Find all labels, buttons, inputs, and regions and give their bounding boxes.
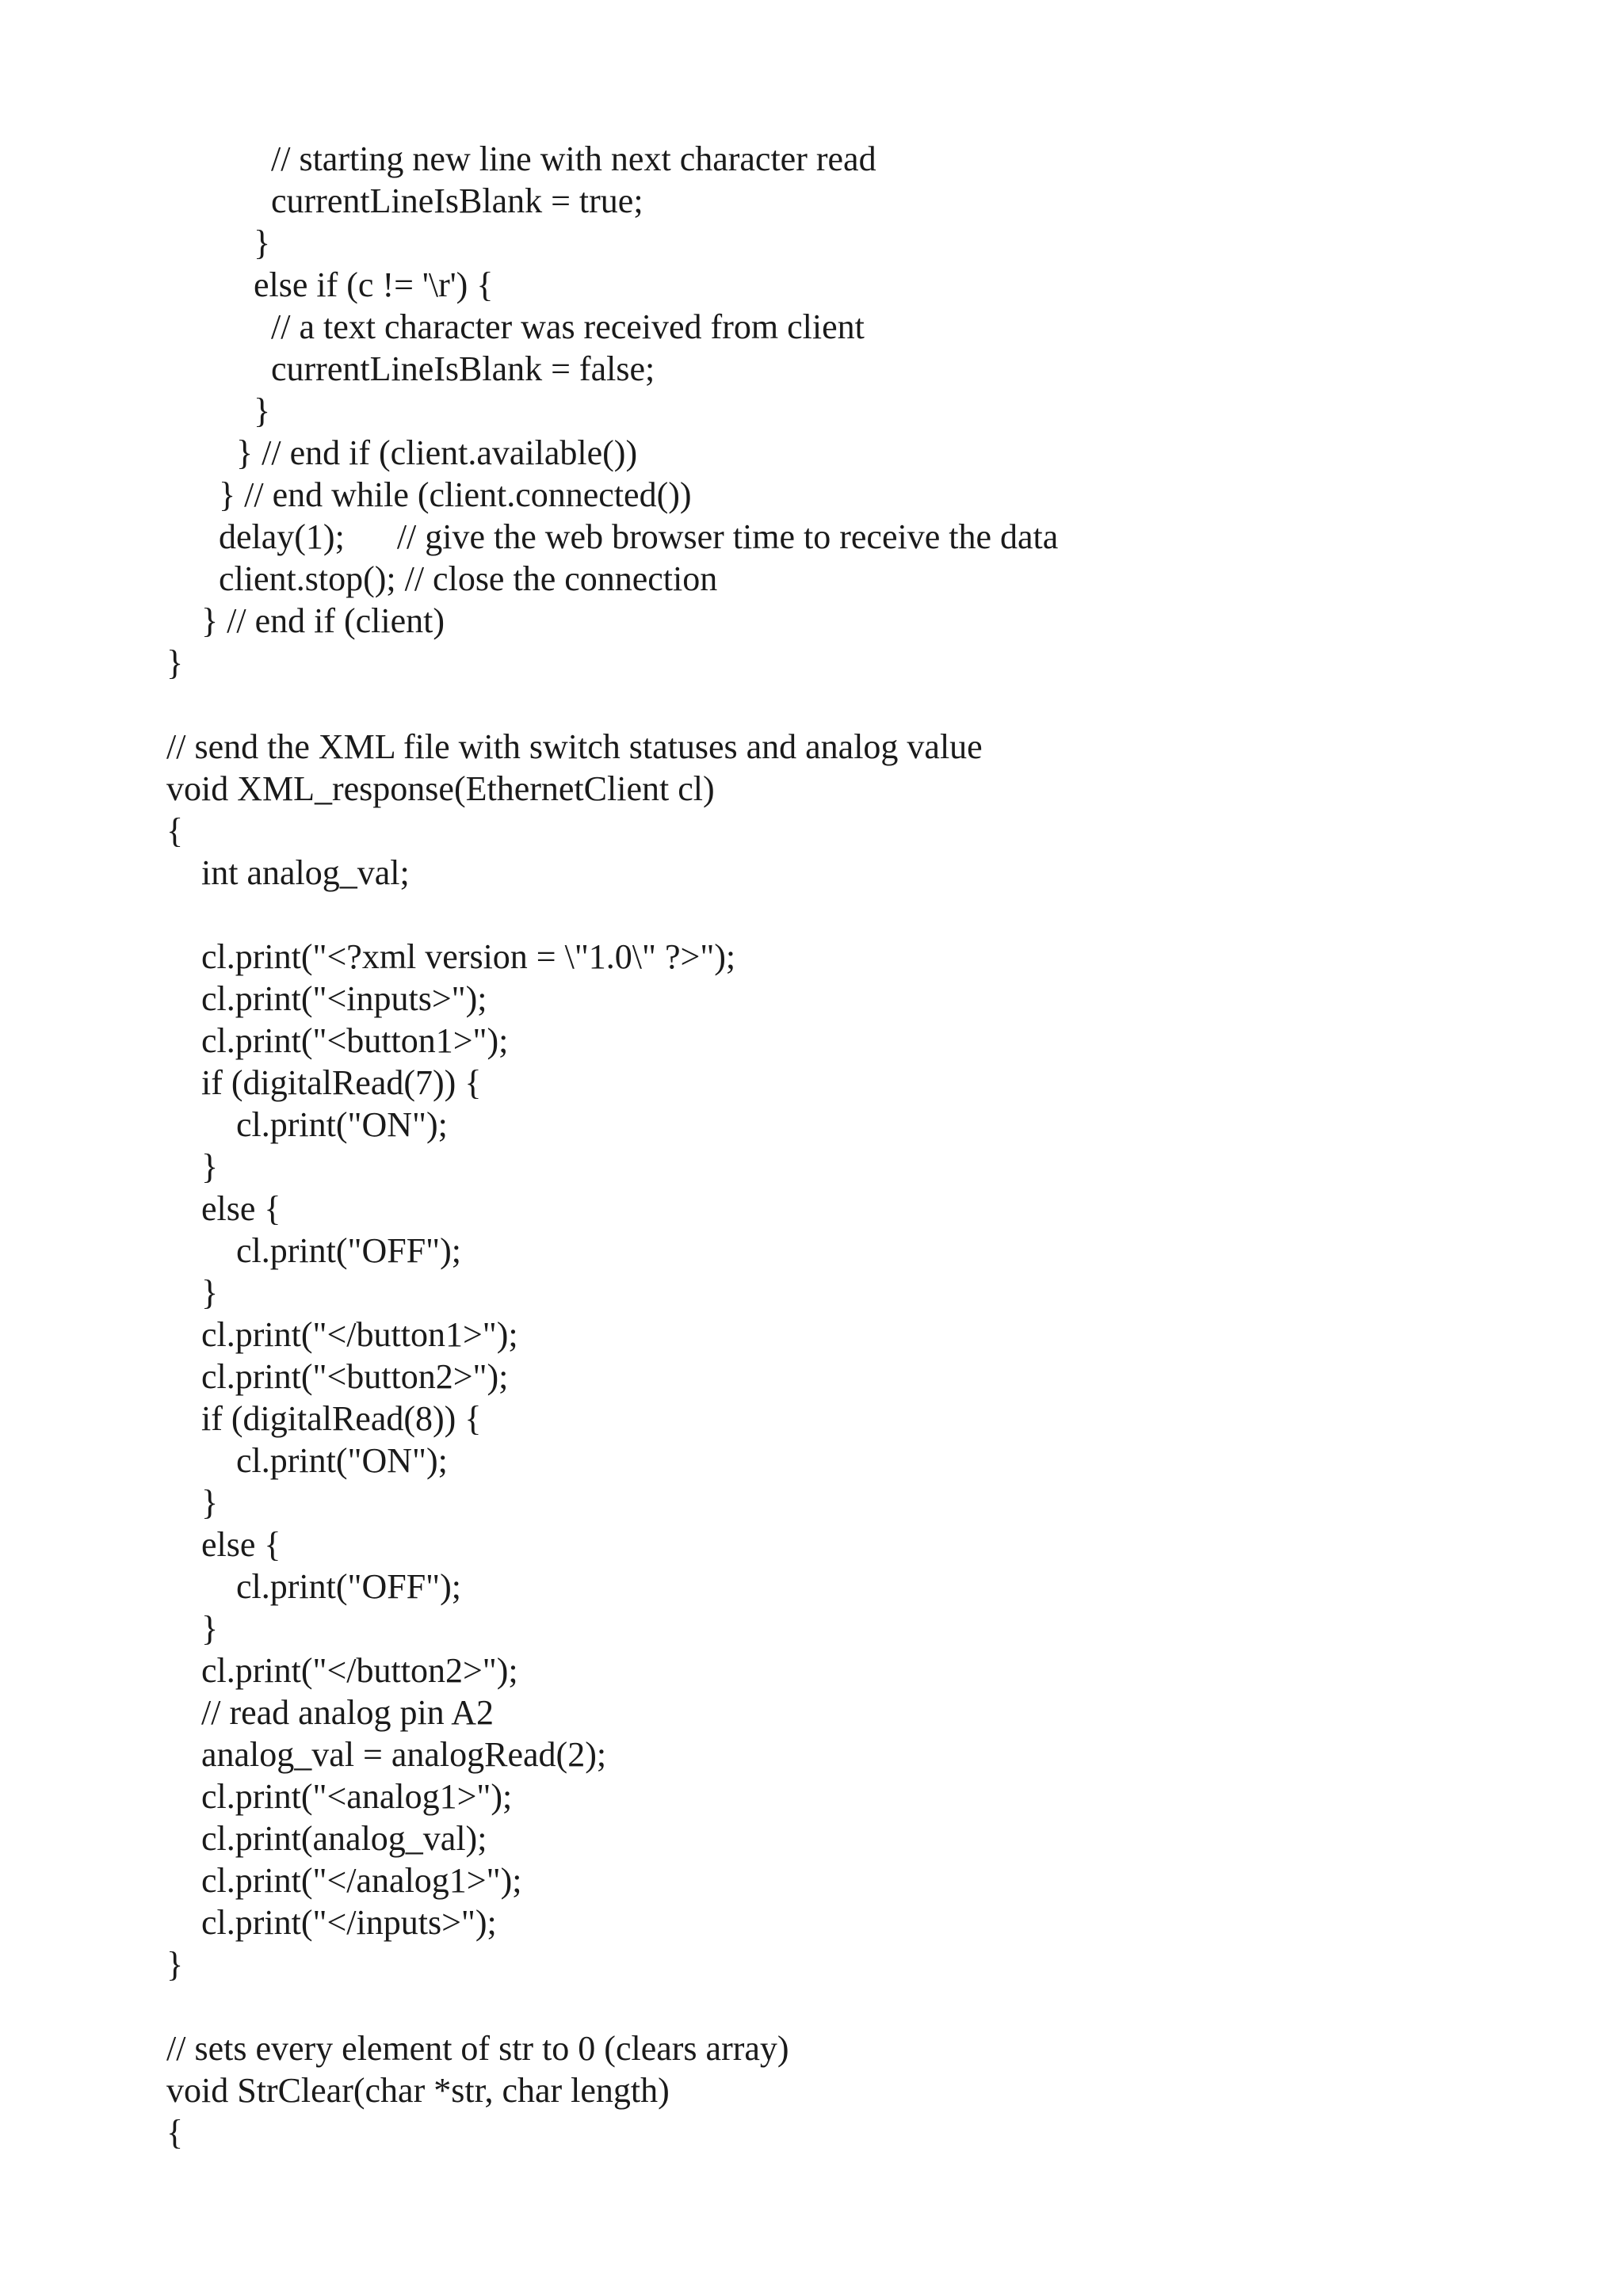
code-line-2: currentLineIsBlank = true; xyxy=(166,181,643,220)
code-line-6: currentLineIsBlank = false; xyxy=(166,349,655,388)
code-line-33: } xyxy=(166,1483,219,1522)
code-line-24: cl.print("ON"); xyxy=(166,1105,448,1144)
code-line-47: void StrClear(char *str, char length) xyxy=(166,2071,670,2110)
code-line-1: // starting new line with next character read xyxy=(166,139,876,178)
code-line-31: if (digitalRead(8)) { xyxy=(166,1399,482,1438)
code-line-8: } // end if (client.available()) xyxy=(166,433,638,472)
code-line-26: else { xyxy=(166,1189,281,1228)
code-line-44: } xyxy=(166,1945,184,1984)
code-line-30: cl.print("<button2>"); xyxy=(166,1357,509,1396)
code-line-12: } // end if (client) xyxy=(166,601,445,640)
code-line-27: cl.print("OFF"); xyxy=(166,1231,462,1270)
code-line-21: cl.print("<inputs>"); xyxy=(166,979,487,1018)
code-line-35: cl.print("OFF"); xyxy=(166,1567,462,1606)
code-line-20: cl.print("<?xml version = \"1.0\" ?>"); xyxy=(166,937,736,976)
code-line-45 xyxy=(166,1985,1058,2027)
code-line-13: } xyxy=(166,643,184,682)
code-line-4: else if (c != '\r') { xyxy=(166,265,494,304)
code-line-29: cl.print("</button1>"); xyxy=(166,1315,518,1354)
code-line-14 xyxy=(166,684,1058,726)
code-line-10: delay(1); // give the web browser time to receive the data xyxy=(166,517,1059,556)
code-line-17: { xyxy=(166,811,184,850)
code-line-9: } // end while (client.connected()) xyxy=(166,475,692,514)
code-line-36: } xyxy=(166,1609,219,1648)
code-line-19 xyxy=(166,894,1058,936)
code-line-16: void XML_response(EthernetClient cl) xyxy=(166,769,715,808)
code-line-32: cl.print("ON"); xyxy=(166,1441,448,1480)
code-line-42: cl.print("</analog1>"); xyxy=(166,1861,522,1900)
code-line-46: // sets every element of str to 0 (clears array) xyxy=(166,2029,789,2068)
code-line-39: analog_val = analogRead(2); xyxy=(166,1735,607,1774)
code-line-18: int analog_val; xyxy=(166,853,410,892)
code-line-34: else { xyxy=(166,1525,281,1564)
code-line-22: cl.print("<button1>"); xyxy=(166,1021,509,1060)
code-line-37: cl.print("</button2>"); xyxy=(166,1651,518,1690)
code-line-40: cl.print("<analog1>"); xyxy=(166,1777,513,1816)
code-line-15: // send the XML file with switch statuses and analog value xyxy=(166,727,983,766)
code-line-41: cl.print(analog_val); xyxy=(166,1819,487,1858)
code-line-23: if (digitalRead(7)) { xyxy=(166,1063,482,1102)
code-line-7: } xyxy=(166,391,271,430)
code-line-43: cl.print("</inputs>"); xyxy=(166,1903,497,1942)
code-line-5: // a text character was received from client xyxy=(166,307,865,346)
code-line-38: // read analog pin A2 xyxy=(166,1693,495,1732)
code-line-28: } xyxy=(166,1273,219,1312)
code-line-25: } xyxy=(166,1147,219,1186)
code-line-11: client.stop(); // close the connection xyxy=(166,559,718,598)
code-line-3: } xyxy=(166,223,271,262)
code-line-48: { xyxy=(166,2113,184,2152)
code-listing xyxy=(166,138,1058,2153)
